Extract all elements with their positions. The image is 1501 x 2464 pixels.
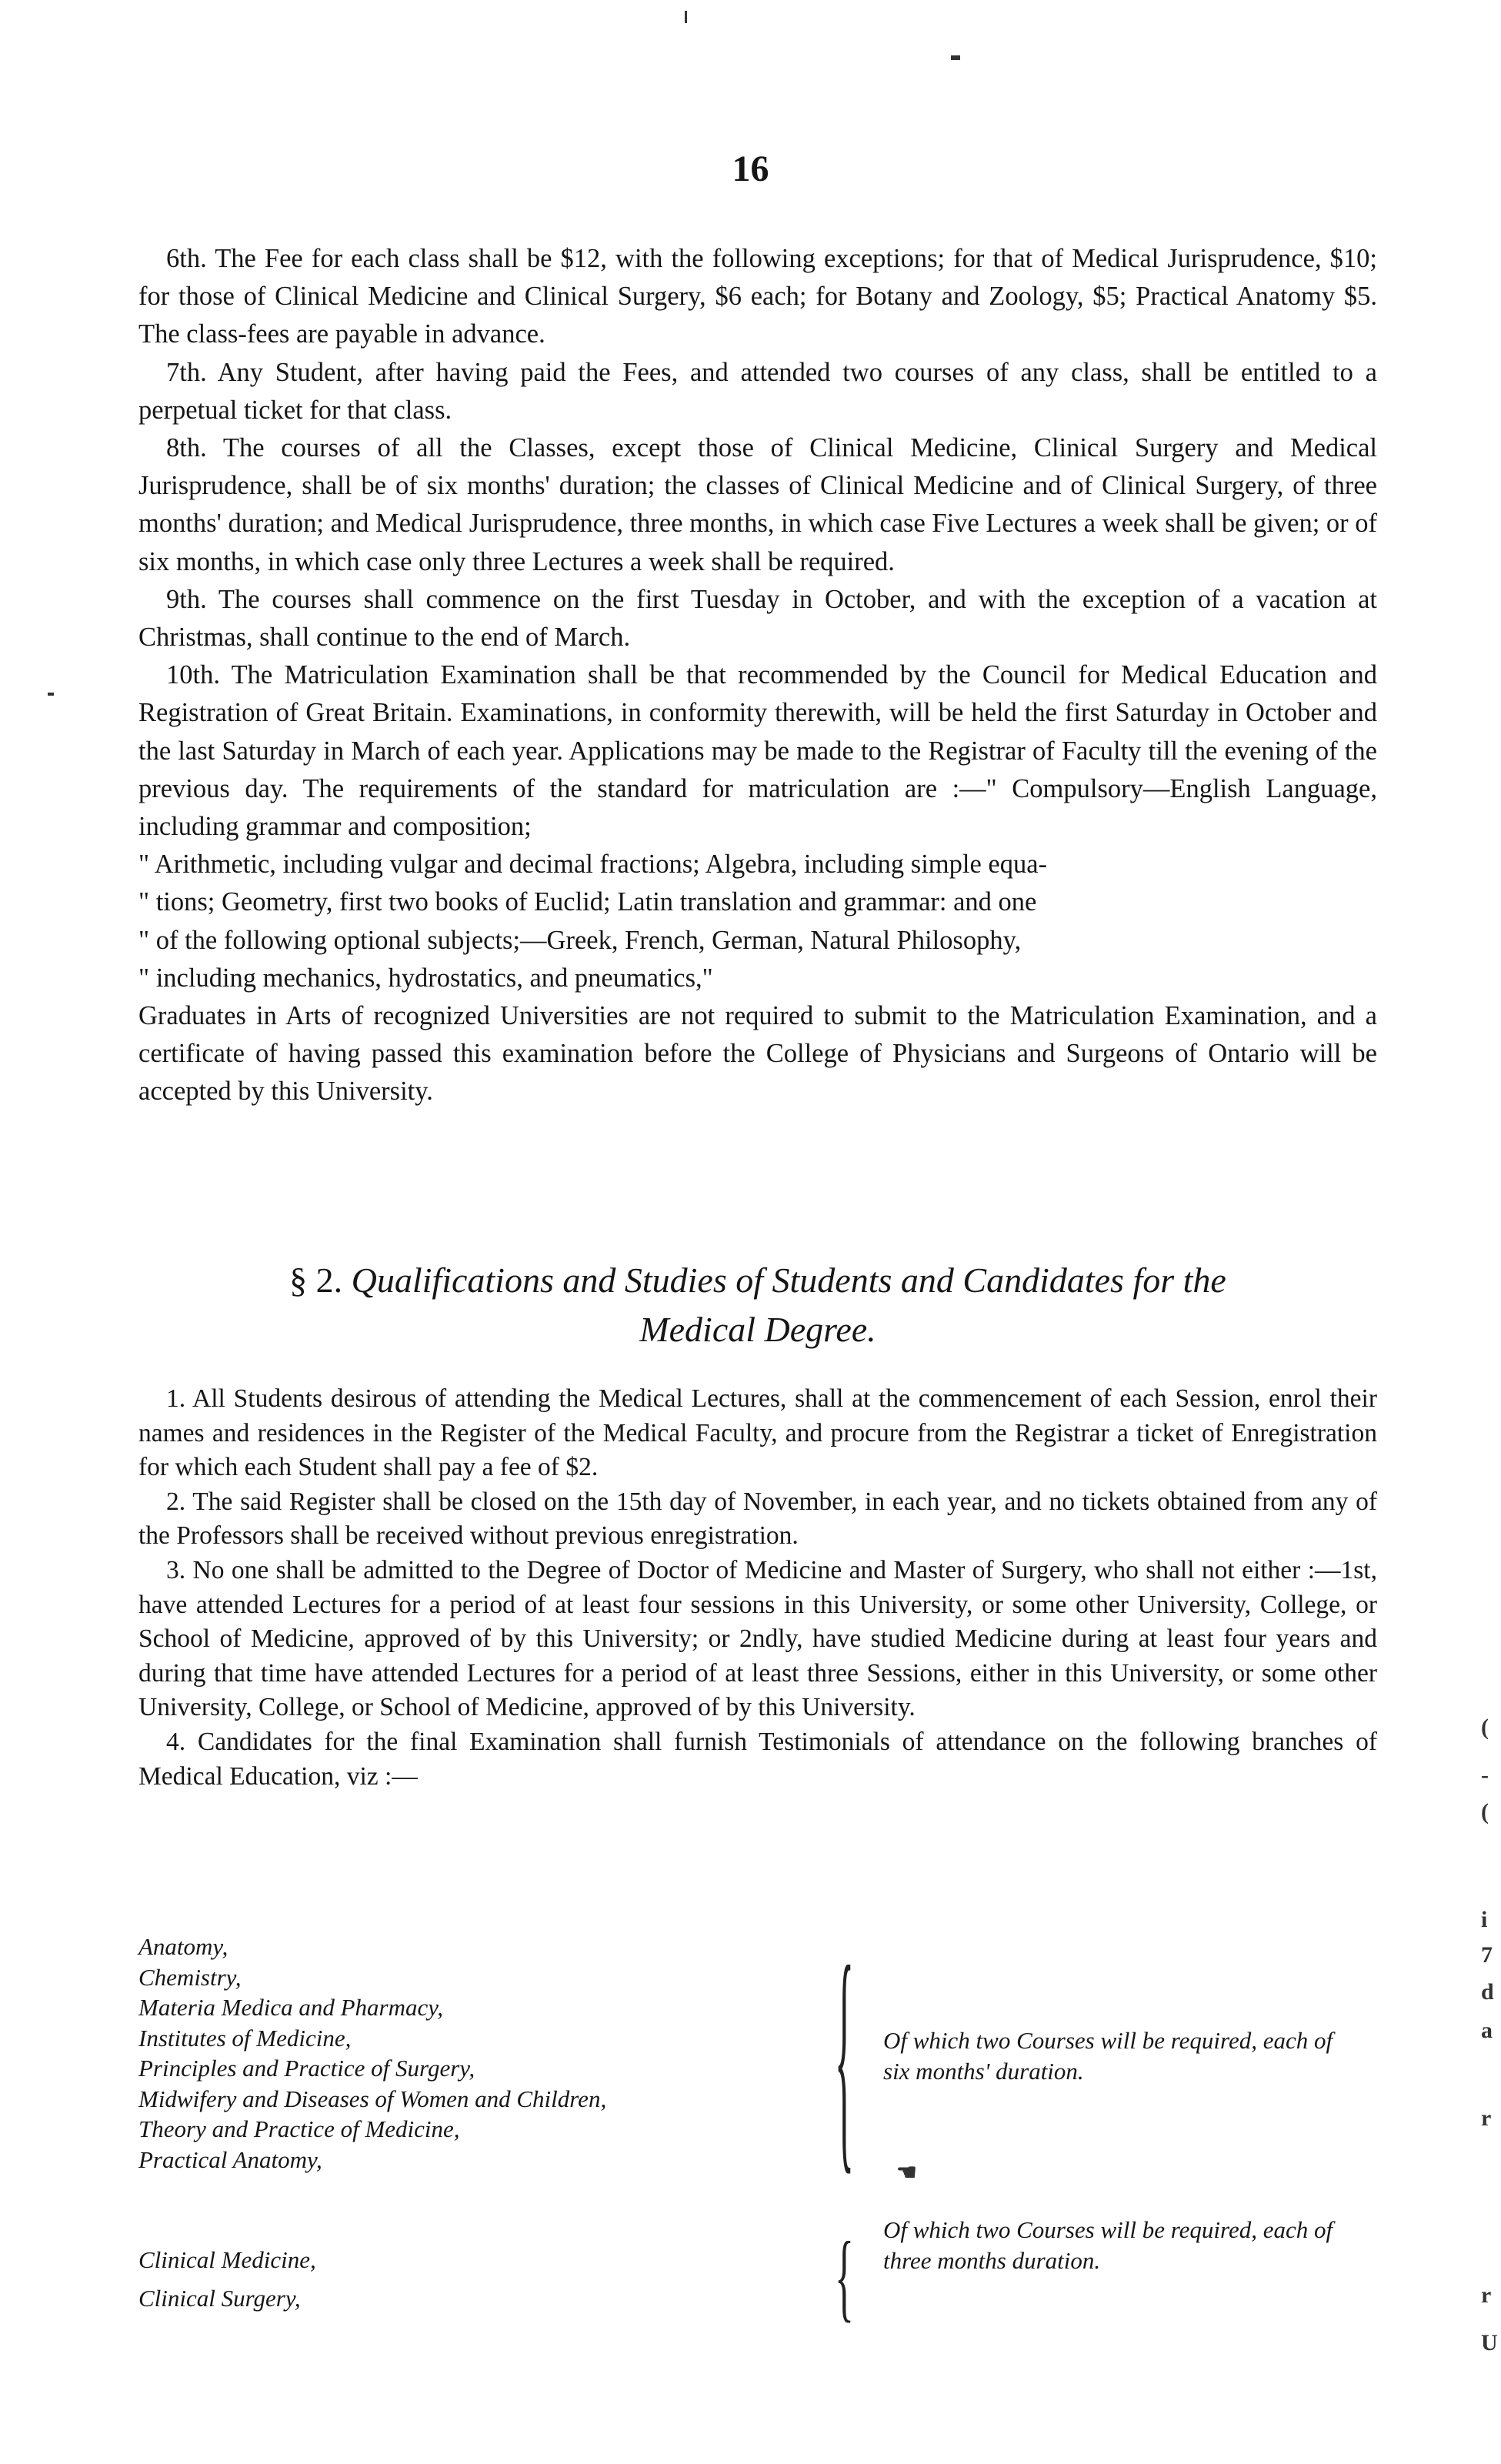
section-title-line-1: Qualifications and Studies of Students and Candidates for the (351, 1260, 1226, 1300)
subject-item: Materia Medica and Pharmacy, (138, 1994, 444, 2021)
margin-fragment: d (1481, 1979, 1494, 2005)
item-2: 2. The said Register shall be closed on the 15th day of November, in each year, and no tickets obtained from any of the Professors shall be received without previous enregistration. (138, 1487, 1377, 1551)
subject-item: Theory and Practice of Medicine, (138, 2115, 460, 2142)
item-1: 1. All Students desirous of attending the Medical Lectures, shall at the commencement of each Session, enrol their names and residences in the Register of the Medical Faculty, and procure from the Registrar a ticket of Enregistration for which each Student shall pay a fee of $2. (138, 1384, 1377, 1482)
section-heading (138, 1256, 1377, 1354)
six-month-note: Of which two Courses will be required, each of six months' duration. (883, 2027, 1333, 2085)
margin-fragment: a (1481, 2018, 1493, 2043)
matriculation-quote (138, 846, 1377, 997)
page-number: 16 (732, 149, 769, 189)
rules-section (138, 240, 1377, 1111)
print-speck (951, 55, 960, 60)
pointing-hand-icon: ☚ (896, 2160, 917, 2185)
subject-item: Midwifery and Diseases of Women and Children, (138, 2085, 607, 2112)
subject-item: Principles and Practice of Surgery, (138, 2055, 475, 2082)
subject-item: Clinical Surgery, (138, 2285, 301, 2312)
three-month-note: Of which two Courses will be required, each of three months duration. (883, 2216, 1333, 2274)
quote-line: " including mechanics, hydrostatics, and pneumatics," (138, 963, 713, 993)
six-month-subjects (138, 1931, 606, 2175)
subject-item: Clinical Medicine, (138, 2246, 316, 2273)
margin-fragment: 7 (1481, 1942, 1493, 1968)
rule-6th: 6th. The Fee for each class shall be $12, with the following exceptions; for that of Medical Jurisprudence, $10; for those of Clinical Medicine and Clinical Surgery, $6 each; for Botany and Zoology, $5; Practical Anatomy $5. The class-fees are payable in advance. (138, 244, 1377, 349)
item-4: 4. Candidates for the final Examination shall furnish Testimonials of attendance on the following branches of Medical Education, viz :— (138, 1727, 1377, 1791)
margin-fragment: U (1481, 2330, 1498, 2355)
section-heading-line-1 (138, 1256, 1377, 1305)
rule-10th: 10th. The Matriculation Examination shall be that recommended by the Council for Medical Education and Registration of Great Britain. Examinations, in conformity therewith, will be held the first Saturday in October and the last Saturday in March of each year. Applications may be made to the Registrar of Faculty till the evening of the previous day. The requirements of the standard for matriculation are :—" Compulsory—English Language, including grammar and composition; (138, 660, 1377, 842)
section-symbol: § 2. (289, 1260, 343, 1300)
print-speck (48, 693, 54, 696)
three-month-subjects (138, 2241, 316, 2318)
margin-fragment: ( (1481, 1714, 1489, 1740)
graduates-note: Graduates in Arts of recognized Universities are not required to submit to the Matriculation Examination, and a certificate of having passed this examination before the College of Physicians and Surgeons of Ontario will be accepted by this University. (138, 1001, 1377, 1107)
subject-item: Anatomy, (138, 1933, 228, 1960)
rule-8th: 8th. The courses of all the Classes, except those of Clinical Medicine, Clinical Surgery and Medical Jurisprudence, shall be of six months' duration; the classes of Clinical Medicine and of Clinical Surgery, of three months' duration; and Medical Jurisprudence, three months, in which case Five Lectures a week shall be given; or of six months, in which case only three Lectures a week shall be required. (138, 433, 1378, 576)
margin-fragment: i (1481, 1907, 1488, 1932)
course-list (138, 1912, 1377, 2347)
quote-line: " tions; Geometry, first two books of Euclid; Latin translation and grammar: and one (138, 887, 1037, 917)
quote-line: " of the following optional subjects;—Greek, French, German, Natural Philosophy, (138, 925, 1022, 955)
margin-fragment: ( (1481, 1799, 1489, 1825)
section-title-line-2: Medical Degree. (639, 1310, 876, 1349)
margin-fragment: r (1481, 2105, 1492, 2131)
subject-item: Chemistry, (138, 1963, 242, 1991)
rule-9th: 9th. The courses shall commence on the first Tuesday in October, and with the exception of a vacation at Christmas, shall continue to the end of March. (138, 584, 1377, 653)
margin-fragment: r (1481, 2282, 1492, 2308)
brace-three-month: { (835, 2221, 854, 2332)
quote-line: " Arithmetic, including vulgar and decimal fractions; Algebra, including simple equa- (138, 850, 1048, 880)
item-3: 3. No one shall be admitted to the Degree of Doctor of Medicine and Master of Surgery, who shall not either :—1st, have attended Lectures for a period of at least four sessions in this University, or some other University, College, or School of Medicine, approved of by this University; or 2ndly, have studied Medicine during at least four years and during that time have attended Lectures for a period of at least three Sessions, either in this University, or some other University, College, or School of Medicine, approved of by this University. (138, 1555, 1377, 1722)
qualifications-section (138, 1382, 1377, 1794)
rule-7th: 7th. Any Student, after having paid the Fees, and attended two courses of any class, shall be entitled to a perpetual ticket for that class. (138, 357, 1377, 425)
margin-fragment: - (1481, 1762, 1489, 1788)
print-speck (685, 11, 687, 23)
subject-item: Institutes of Medicine, (138, 2024, 352, 2052)
subject-item: Practical Anatomy, (138, 2145, 322, 2173)
brace-six-month: { (835, 1912, 854, 2197)
